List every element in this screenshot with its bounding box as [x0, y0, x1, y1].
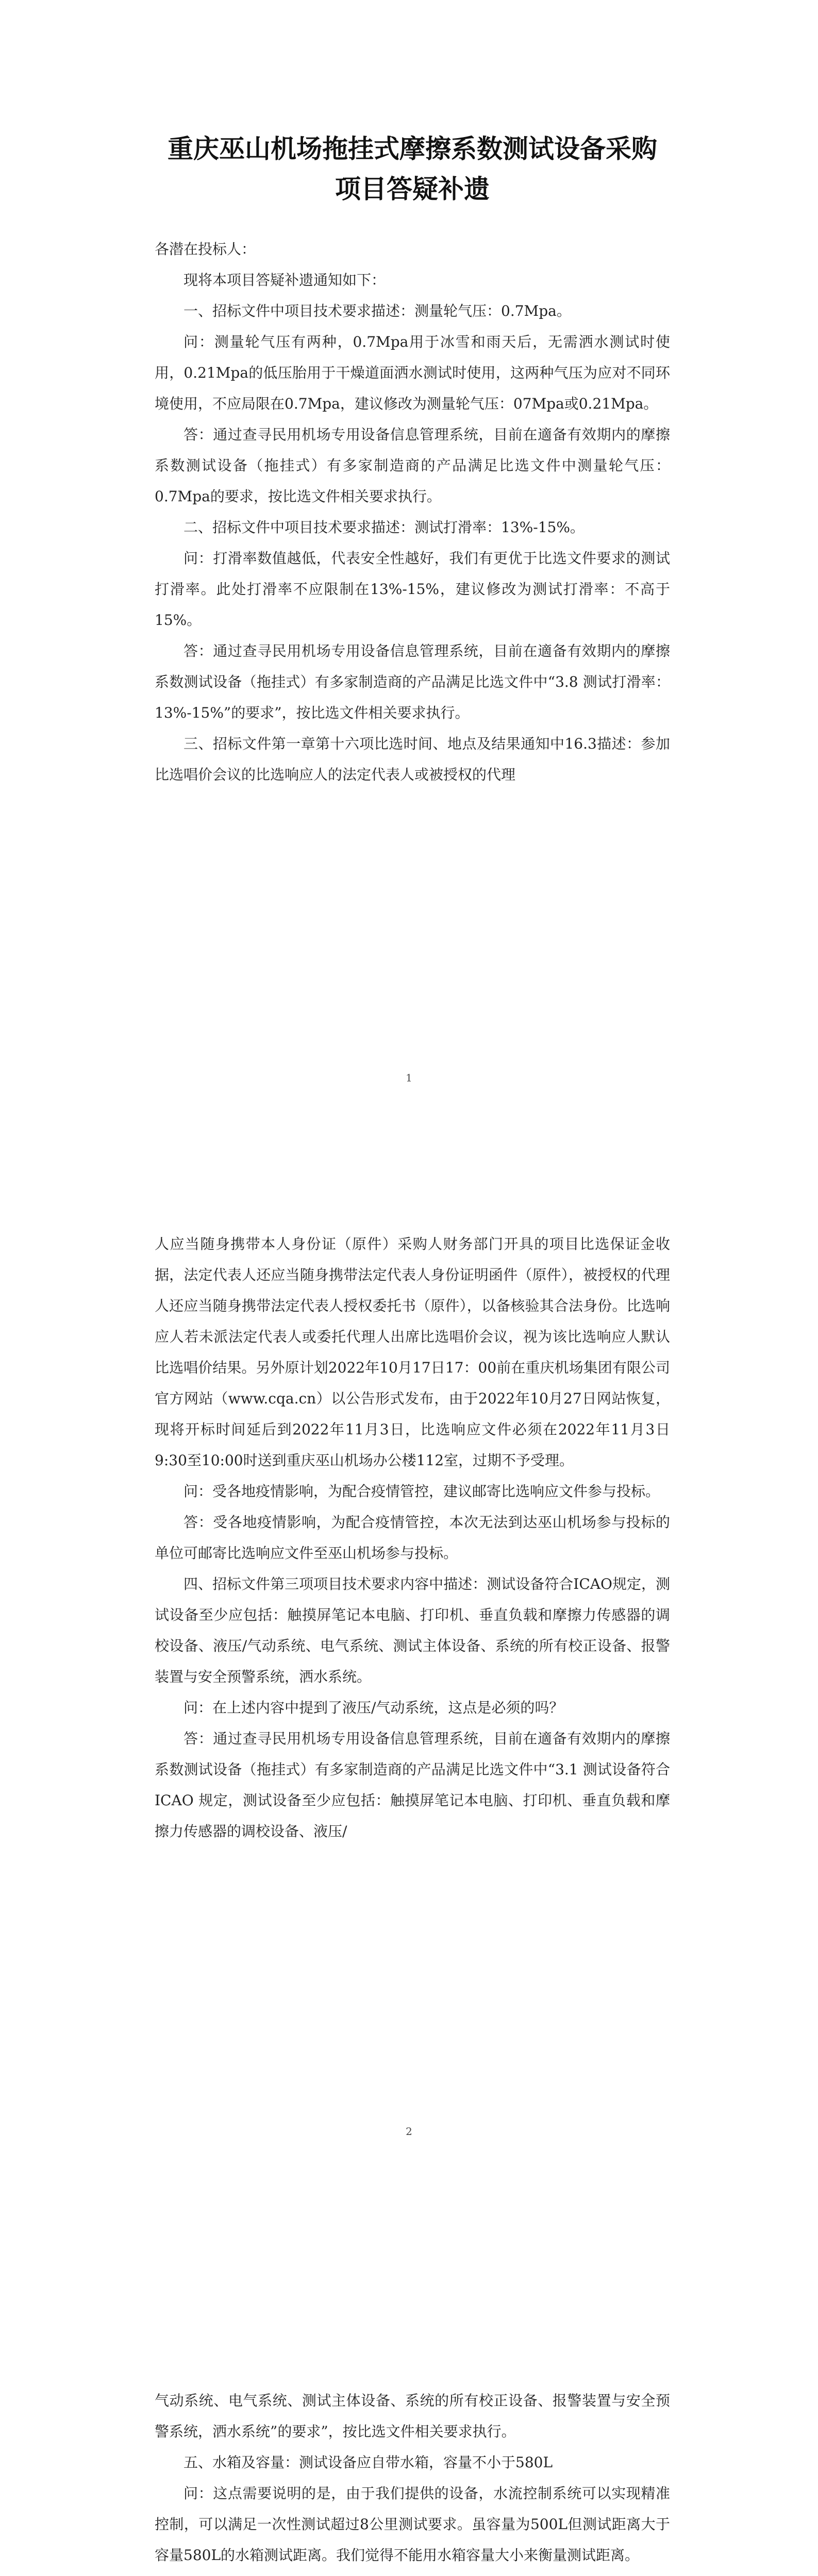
paragraph: 问：在上述内容中提到了液压/气动系统，这点是必须的吗？ [183, 1699, 564, 1716]
document-title-line-2: 项目答疑补遗 [335, 174, 490, 204]
paragraph: 三、招标文件第一章第十六项比选时间、地点及结果通知中16.3描述：参加比选唱价会议的比选响应人的法定代表人或被授权的代理 [155, 735, 670, 783]
paragraph: 答：通过查寻民用机场专用设备信息管理系统，目前在適备有效期内的摩擦系数测试设备（拖挂式）有多家制造商的产品满足比选文件中“3.1 测试设备符合 ICAO 规定，测试设备至少应包括：触摸屏笔记本电脑、打印机、垂直负载和摩擦力传感器的调校设备、液压/ [155, 1730, 670, 1840]
paragraph: 二、招标文件中项目技术要求描述：测试打滑率：13%-15%。 [183, 519, 585, 536]
paragraph: 问：打滑率数值越低，代表安全性越好，我们有更优于比选文件要求的测试打滑率。此处打滑率不应限制在13%-15%，建议修改为测试打滑率：不高于15%。 [155, 550, 670, 629]
page-number: 2 [406, 2125, 412, 2138]
paragraph: 五、水箱及容量：测试设备应自带水箱，容量不小于580L [183, 2454, 553, 2471]
paragraph: 一、招标文件中项目技术要求描述：测量轮气压：0.7Mpa。 [183, 302, 571, 319]
page-number: 1 [406, 1072, 412, 1084]
paragraph: 人应当随身携带本人身份证（原件）采购人财务部门开具的项目比选保证金收据，法定代表人还应当随身携带法定代表人身份证明函件（原件），被授权的代理人还应当随身携带法定代表人授权委托书（原件），以备核验其合法身份。比选响应人若未派法定代表人或委托代理人出席比选唱价会议，视为该比选响应人默认比选唱价结果。另外原计划2022年10月17日17：00前在重庆机场集团有限公司官方网站（www.cqa.cn）以公告形式发布，由于2022年10月27日网站恢复，现将开标时间延后到2022年11月3日，比选响应文件必须在2022年11月3日9:30至10:00时送到重庆巫山机场办公楼112室，过期不予受理。 [155, 1235, 670, 1469]
document-title-line-1: 重庆巫山机场拖挂式摩擦系数测试设备采购 [168, 133, 657, 164]
document-title [155, 129, 670, 209]
document-page-3 [0, 2313, 818, 2576]
paragraph: 四、招标文件第三项项目技术要求内容中描述：测试设备符合ICAO规定，测试设备至少应包括：触摸屏笔记本电脑、打印机、垂直负载和摩擦力传感器的调校设备、液压/气动系统、电气系统、测试主体设备、系统的所有校正设备、报警装置与安全预警系统，洒水系统。 [155, 1575, 670, 1685]
paragraph: 问：受各地疫情影响，为配合疫情管控，建议邮寄比选响应文件参与投标。 [183, 1483, 660, 1500]
paragraph: 答：通过查寻民用机场专用设备信息管理系统，目前在適备有效期内的摩擦系数测试设备（拖挂式）有多家制造商的产品满足比选文件中“3.8 测试打滑率：13%-15%”的要求”，按比选文件相关要求执行。 [155, 642, 670, 721]
paragraph: 现将本项目答疑补遗通知如下： [183, 272, 386, 289]
page-3-content [155, 2385, 670, 2576]
document-page-2 [0, 1157, 818, 2313]
paragraph: 问：测量轮气压有两种，0.7Mpa用于冰雪和雨天后，无需洒水测试时使用，0.21Mpa的低压胎用于干燥道面洒水测试时使用，这两种气压为应对不同环境使用，不应局限在0.7Mpa，建议修改为测量轮气压：07Mpa或0.21Mpa。 [155, 333, 670, 412]
paragraph: 气动系统、电气系统、测试主体设备、系统的所有校正设备、报警装置与安全预警系统，洒水系统”的要求”，按比选文件相关要求执行。 [155, 2392, 670, 2440]
page-2-content [155, 1229, 670, 1847]
salutation: 各潜在投标人： [155, 241, 256, 258]
paragraph: 问：这点需要说明的是，由于我们提供的设备，水流控制系统可以实现精准控制，可以满足一次性测试超过8公里测试要求。虽容量为500L但测试距离大于容量580L的水箱测试距离。我们觉得不能用水箱容量大小来衡量测试距离。 [155, 2485, 670, 2564]
paragraph [155, 2571, 670, 2576]
page-1-content [155, 129, 670, 790]
paragraph: 答：通过查寻民用机场专用设备信息管理系统，目前在適备有效期内的摩擦系数测试设备（拖挂式）有多家制造商的产品满足比选文件中测量轮气压：0.7Mpa的要求，按比选文件相关要求执行。 [155, 426, 670, 505]
document-page-1 [0, 0, 818, 1157]
paragraph: 答：受各地疫情影响，为配合疫情管控，本次无法到达巫山机场参与投标的单位可邮寄比选响应文件至巫山机场参与投标。 [155, 1514, 670, 1562]
